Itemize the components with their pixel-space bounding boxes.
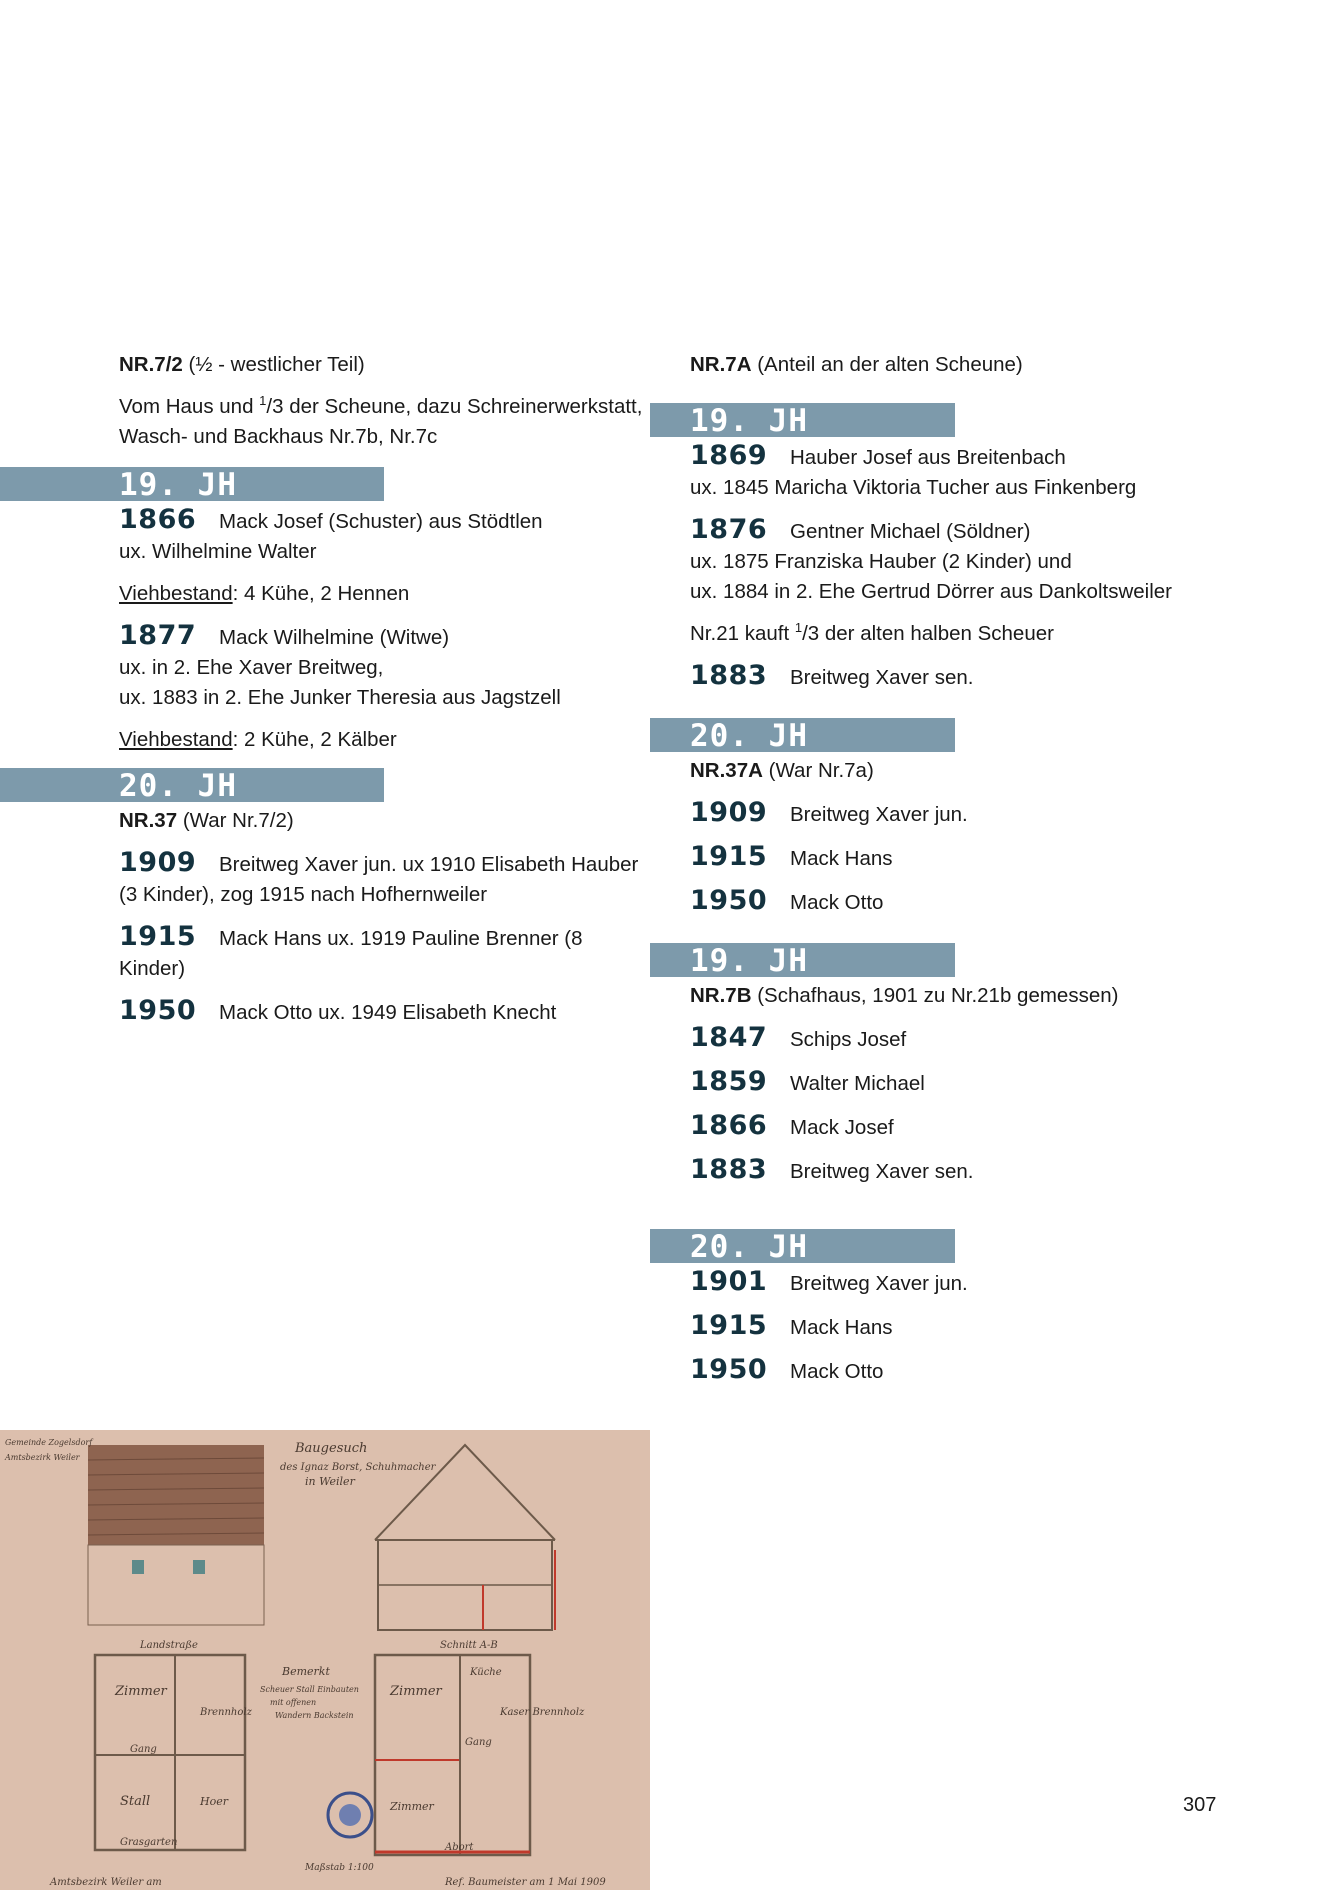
entry-text: Mack Josef (Schuster) aus Stödtlen <box>219 510 543 533</box>
room-label: Stall <box>120 1794 151 1809</box>
entry-line: ux. 1845 Maricha Viktoria Tucher aus Finkenberg <box>690 476 1137 499</box>
room-label: Kaser Brennholz <box>500 1707 585 1718</box>
entry-text: Gentner Michael (Söldner) <box>790 520 1031 543</box>
entry-7b-1847 <box>650 1023 1339 1055</box>
entry-year: 1866 <box>119 504 197 535</box>
entry-20jh-1901 <box>650 1267 1339 1299</box>
room-label: Küche <box>470 1667 502 1678</box>
entry-1866 <box>0 505 650 567</box>
entry-text: Mack Wilhelmine (Witwe) <box>219 626 450 649</box>
signature-label: Ref. Baumeister am 1 Mai 1909 <box>445 1877 606 1888</box>
entry-1915 <box>0 922 650 984</box>
page-number: 307 <box>1183 1794 1217 1816</box>
plan-title-line: in Weiler <box>305 1475 355 1488</box>
entry-text: Mack Hans <box>790 847 893 870</box>
entry-text: Schips Josef <box>790 1028 907 1051</box>
entry-20jh-1915 <box>650 1311 1339 1343</box>
entry-37a-1950 <box>650 886 1339 918</box>
building-plan-image <box>0 1430 650 1890</box>
intro-line2: Wasch- und Backhaus Nr.7b, Nr.7c <box>119 425 438 448</box>
entry-1883 <box>650 661 1339 693</box>
room-label: Brennholz <box>200 1707 252 1718</box>
entry-text: Breitweg Xaver jun. <box>790 803 968 826</box>
section-label: Schnitt A-B <box>440 1640 498 1651</box>
nr-37a-heading <box>650 756 1339 786</box>
entry-text: Mack Otto <box>790 1360 884 1383</box>
century-band: 19. JH <box>0 467 384 501</box>
plan-title-line: des Ignaz Borst, Schuhmacher <box>280 1462 436 1473</box>
viehbestand-label: Viehbestand <box>119 728 233 751</box>
heading-note: (Anteil an der alten Scheune) <box>757 353 1023 376</box>
viehbestand-1 <box>0 579 650 609</box>
room-label: Abort <box>445 1842 474 1853</box>
heading-note: (War Nr.7a) <box>768 759 874 782</box>
heading-label: NR.7B <box>690 984 752 1007</box>
entry-1869 <box>650 441 1339 503</box>
entry-line: ux. Wilhelmine Walter <box>119 540 317 563</box>
entry-7b-1859 <box>650 1067 1339 1099</box>
plan-title: Baugesuch <box>295 1441 368 1456</box>
entry-year: 1909 <box>690 797 768 828</box>
note-part1: Nr.21 kauft <box>690 622 795 645</box>
note-label: Bemerkt <box>282 1665 330 1678</box>
room-label: Zimmer <box>390 1800 434 1813</box>
entry-text: Hauber Josef aus Breitenbach <box>790 446 1066 469</box>
entry-year: 1876 <box>690 514 768 545</box>
entry-year: 1915 <box>690 1310 768 1341</box>
room-label: Hoer <box>200 1795 228 1808</box>
entry-text: Breitweg Xaver jun. <box>790 1272 968 1295</box>
note-label: mit offenen <box>270 1698 317 1707</box>
entry-text: Breitweg Xaver jun. ux 1910 Elisabeth Hauber <box>219 853 639 876</box>
heading-note: (Schafhaus, 1901 zu Nr.21b gemessen) <box>757 984 1119 1007</box>
entry-year: 1915 <box>119 921 197 952</box>
intro-frac: 1 <box>259 393 267 409</box>
entry-line: (3 Kinder), zog 1915 nach Hofhernweiler <box>119 883 488 906</box>
entry-year: 1883 <box>690 660 768 691</box>
viehbestand-2 <box>0 725 650 755</box>
nr-37-heading <box>0 806 650 836</box>
entry-text: Breitweg Xaver sen. <box>790 1160 974 1183</box>
entry-line: ux. 1883 in 2. Ehe Junker Theresia aus Jagstzell <box>119 686 561 709</box>
note-label: Wandern Backstein <box>275 1711 354 1720</box>
viehbestand-text: : 4 Kühe, 2 Hennen <box>232 582 410 605</box>
entry-year: 1950 <box>690 885 768 916</box>
heading-label: NR.37 <box>119 809 178 832</box>
corner-label: Gemeinde Zogelsdorf <box>5 1438 93 1447</box>
entry-year: 1869 <box>690 440 768 471</box>
entry-7b-1883 <box>650 1155 1339 1187</box>
nr-7-2-heading <box>0 350 650 380</box>
entry-year: 1847 <box>690 1022 768 1053</box>
window <box>132 1560 144 1574</box>
century-band: 19. JH <box>650 943 955 977</box>
nr-7a-heading <box>650 350 1339 380</box>
entry-year: 1915 <box>690 841 768 872</box>
note-frac: 1 <box>794 620 803 636</box>
century-band: 20. JH <box>650 718 955 752</box>
entry-text: Mack Otto ux. 1949 Elisabeth Knecht <box>219 1001 557 1024</box>
intro-text <box>0 392 650 452</box>
right-column <box>650 350 1339 1387</box>
room-label: Zimmer <box>115 1684 167 1699</box>
entry-7b-1866 <box>650 1111 1339 1143</box>
viehbestand-label: Viehbestand <box>119 582 233 605</box>
entry-1876 <box>650 515 1339 607</box>
entry-20jh-1950 <box>650 1355 1339 1387</box>
entry-year: 1909 <box>119 847 197 878</box>
viehbestand-text: : 2 Kühe, 2 Kälber <box>232 728 397 751</box>
entry-37a-1915 <box>650 842 1339 874</box>
room-label: Gang <box>130 1744 157 1755</box>
heading-note: (War Nr.7/2) <box>182 809 294 832</box>
building-plan-drawing <box>0 1430 650 1890</box>
nr21-note <box>650 619 1339 649</box>
entry-line: ux. 1875 Franziska Hauber (2 Kinder) und <box>690 550 1072 573</box>
entry-text: Mack Otto <box>790 891 884 914</box>
entry-text: Mack Josef <box>790 1116 894 1139</box>
signature-label: Amtsbezirk Weiler am <box>50 1877 162 1888</box>
entry-year: 1950 <box>690 1354 768 1385</box>
street-label: Landstraße <box>140 1640 198 1651</box>
entry-1909 <box>0 848 650 910</box>
corner-label: Amtsbezirk Weiler <box>5 1453 80 1462</box>
entry-year: 1866 <box>690 1110 768 1141</box>
century-band: 20. JH <box>650 1229 955 1263</box>
entry-text: Mack Hans <box>790 1316 893 1339</box>
room-label: Gang <box>465 1737 492 1748</box>
entry-line: ux. 1884 in 2. Ehe Gertrud Dörrer aus Dankoltsweiler <box>690 580 1172 603</box>
entry-year: 1901 <box>690 1266 768 1297</box>
entry-year: 1877 <box>119 620 197 651</box>
room-label: Grasgarten <box>120 1837 178 1848</box>
note-part2: /3 der alten halben Scheuer <box>802 622 1054 645</box>
entry-37a-1909 <box>650 798 1339 830</box>
room-label: Zimmer <box>390 1684 442 1699</box>
official-stamp-center <box>339 1804 361 1826</box>
century-band: 19. JH <box>650 403 955 437</box>
heading-label: NR.7/2 <box>119 353 183 376</box>
century-band: 20. JH <box>0 768 384 802</box>
entry-line: ux. in 2. Ehe Xaver Breitweg, <box>119 656 384 679</box>
left-column <box>0 350 650 1028</box>
entry-1877 <box>0 621 650 713</box>
window <box>193 1560 205 1574</box>
entry-1950 <box>0 996 650 1028</box>
heading-note: (½ - westlicher Teil) <box>188 353 365 376</box>
intro-part1: Vom Haus und <box>119 395 260 418</box>
entry-year: 1950 <box>119 995 197 1026</box>
entry-text: Breitweg Xaver sen. <box>790 666 974 689</box>
scale-label: Maßstab 1:100 <box>305 1863 374 1873</box>
intro-part2: /3 der Scheune, dazu Schreinerwerkstatt, <box>266 395 643 418</box>
heading-label: NR.7A <box>690 353 752 376</box>
note-label: Scheuer Stall Einbauten <box>260 1685 359 1694</box>
entry-year: 1859 <box>690 1066 768 1097</box>
entry-year: 1883 <box>690 1154 768 1185</box>
nr-7b-heading <box>650 981 1339 1011</box>
entry-text: Mack Hans ux. 1919 Pauline Brenner (8 Kinder) <box>119 927 583 980</box>
entry-text: Walter Michael <box>790 1072 925 1095</box>
heading-label: NR.37A <box>690 759 763 782</box>
